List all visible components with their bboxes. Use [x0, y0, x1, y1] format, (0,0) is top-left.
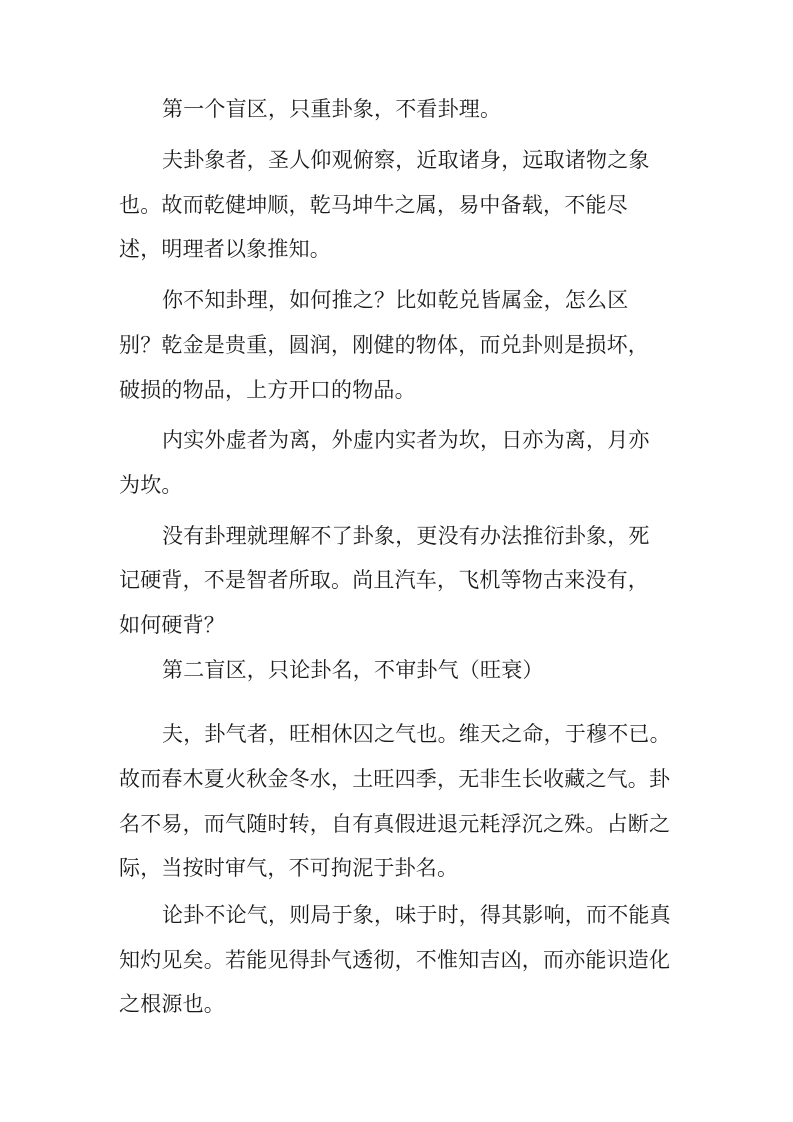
- paragraph-line: 记硬背，不是智者所取。尚且汽车，飞机等物古来没有，: [119, 568, 649, 592]
- paragraph-line: 之根源也。: [119, 992, 225, 1016]
- paragraph-line: 际，当按时审气，不可拘泥于卦名。: [119, 856, 459, 880]
- paragraph-line: 没有卦理就理解不了卦象，更没有办法推衍卦象，死: [162, 524, 650, 548]
- section-heading-1: 第一个盲区，只重卦象，不看卦理。: [162, 97, 502, 121]
- paragraph-line: 故而春木夏火秋金冬水，土旺四季，无非生长收藏之气。卦: [119, 767, 671, 791]
- paragraph-line: 别？乾金是贵重，圆润，刚健的物体，而兑卦则是损坏，: [119, 333, 649, 357]
- paragraph-line: 名不易，而气随时转，自有真假进退元耗浮沉之殊。占断之: [119, 812, 671, 836]
- paragraph-line: 内实外虚者为离，外虚内实者为坎，日亦为离，月亦: [162, 428, 650, 452]
- paragraph-line: 如何硬背？: [119, 613, 225, 637]
- paragraph-line: 述，明理者以象推知。: [119, 237, 331, 261]
- paragraph-line: 知灼见矣。若能见得卦气透彻，不惟知吉凶，而亦能识造化: [119, 948, 671, 972]
- paragraph-line: 为坎。: [119, 473, 183, 497]
- paragraph-line: 也。故而乾健坤顺，乾马坤牛之属，易中备载，不能尽: [119, 193, 628, 217]
- paragraph-line: 论卦不论气，则局于象，味于时，得其影响，而不能真: [162, 903, 671, 927]
- paragraph-line: 你不知卦理，如何推之？比如乾兑皆属金，怎么区: [162, 288, 629, 312]
- paragraph-line: 夫卦象者，圣人仰观俯察，近取诸身，远取诸物之象: [162, 148, 650, 172]
- paragraph-line: 夫，卦气者，旺相休囚之气也。维天之命，于穆不已。: [162, 722, 671, 746]
- section-heading-2: 第二盲区，只论卦名，不审卦气（旺衰）: [162, 658, 544, 682]
- paragraph-line: 破损的物品，上方开口的物品。: [119, 378, 416, 402]
